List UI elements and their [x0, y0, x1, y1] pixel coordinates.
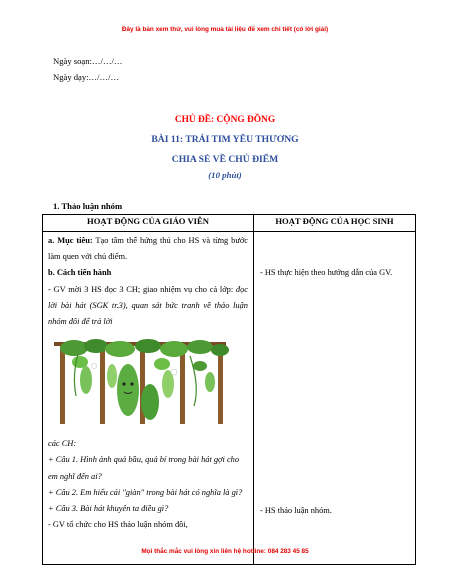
student-step-2: - HS thảo luận nhóm. [260, 506, 332, 515]
intro-text: - GV mời 3 HS đọc 3 CH; giao nhiệm vụ cho cả lớp: [48, 284, 236, 294]
after-image-text: các CH: [48, 439, 77, 449]
student-step-1: - HS thực hiện theo hướng dẫn của GV. [260, 268, 393, 277]
question-1: + Câu 1. Hình ảnh quả bầu, quả bí trong bài hát gợi cho em nghĩ đến ai? [48, 455, 240, 481]
method-label: b. Cách tiến hành [48, 268, 112, 278]
teacher-column-header: HOẠT ĐỘNG CỦA GIÁO VIÊN [43, 215, 254, 232]
goal-paragraph [48, 233, 248, 265]
student-activity-cell [254, 232, 416, 565]
preview-banner-top: Đây là bản xem thử, vui lòng mua tài liệu để xem chi tiết (có lời giải) [121, 26, 329, 33]
goal-text: Tạo tâm thế hứng thú cho HS và từng bước làm quen với chủ điểm. [48, 236, 248, 262]
activity-table [42, 214, 416, 565]
lesson-heading: BÀI 11: TRÁI TIM YÊU THƯƠNG [151, 134, 299, 145]
organize-text: - GV tổ chức cho HS thảo luận nhóm đôi, [48, 520, 188, 530]
gourd-vine-illustration [50, 336, 230, 426]
question-2: + Câu 2. Em hiểu cái "giàn" trong bài hát có nghĩa là gì? [48, 487, 243, 497]
prepared-date: Ngày soạn:…/…/… [53, 56, 123, 66]
taught-date: Ngày dạy:…/…/… [53, 72, 120, 82]
teacher-activity-cell [43, 232, 254, 565]
section-title: 1. Thảo luận nhóm [53, 201, 123, 211]
subtitle-heading: CHIA SẺ VỀ CHỦ ĐIỂM [171, 154, 279, 165]
duration-label: (10 phút) [208, 170, 242, 180]
intro-paragraph [48, 282, 248, 331]
table-header-row [43, 215, 416, 232]
table-row [43, 232, 416, 565]
student-column-header: HOẠT ĐỘNG CỦA HỌC SINH [254, 215, 416, 232]
hotline-banner-bottom: Mọi thắc mắc vui lòng xin liên hệ hotline: 084 283 45 85 [141, 548, 309, 555]
topic-heading: CHỦ ĐỀ: CỘNG ĐỒNG [174, 115, 276, 125]
question-3: + Câu 3. Bài hát khuyên ta điều gì? [48, 504, 169, 514]
intro-italic: đọc lời bài hát (SGK tr.3), quan sát bức tranh về thảo luận nhóm đôi để trả lời [48, 284, 248, 327]
goal-label: a. Mục tiêu: [48, 236, 93, 245]
